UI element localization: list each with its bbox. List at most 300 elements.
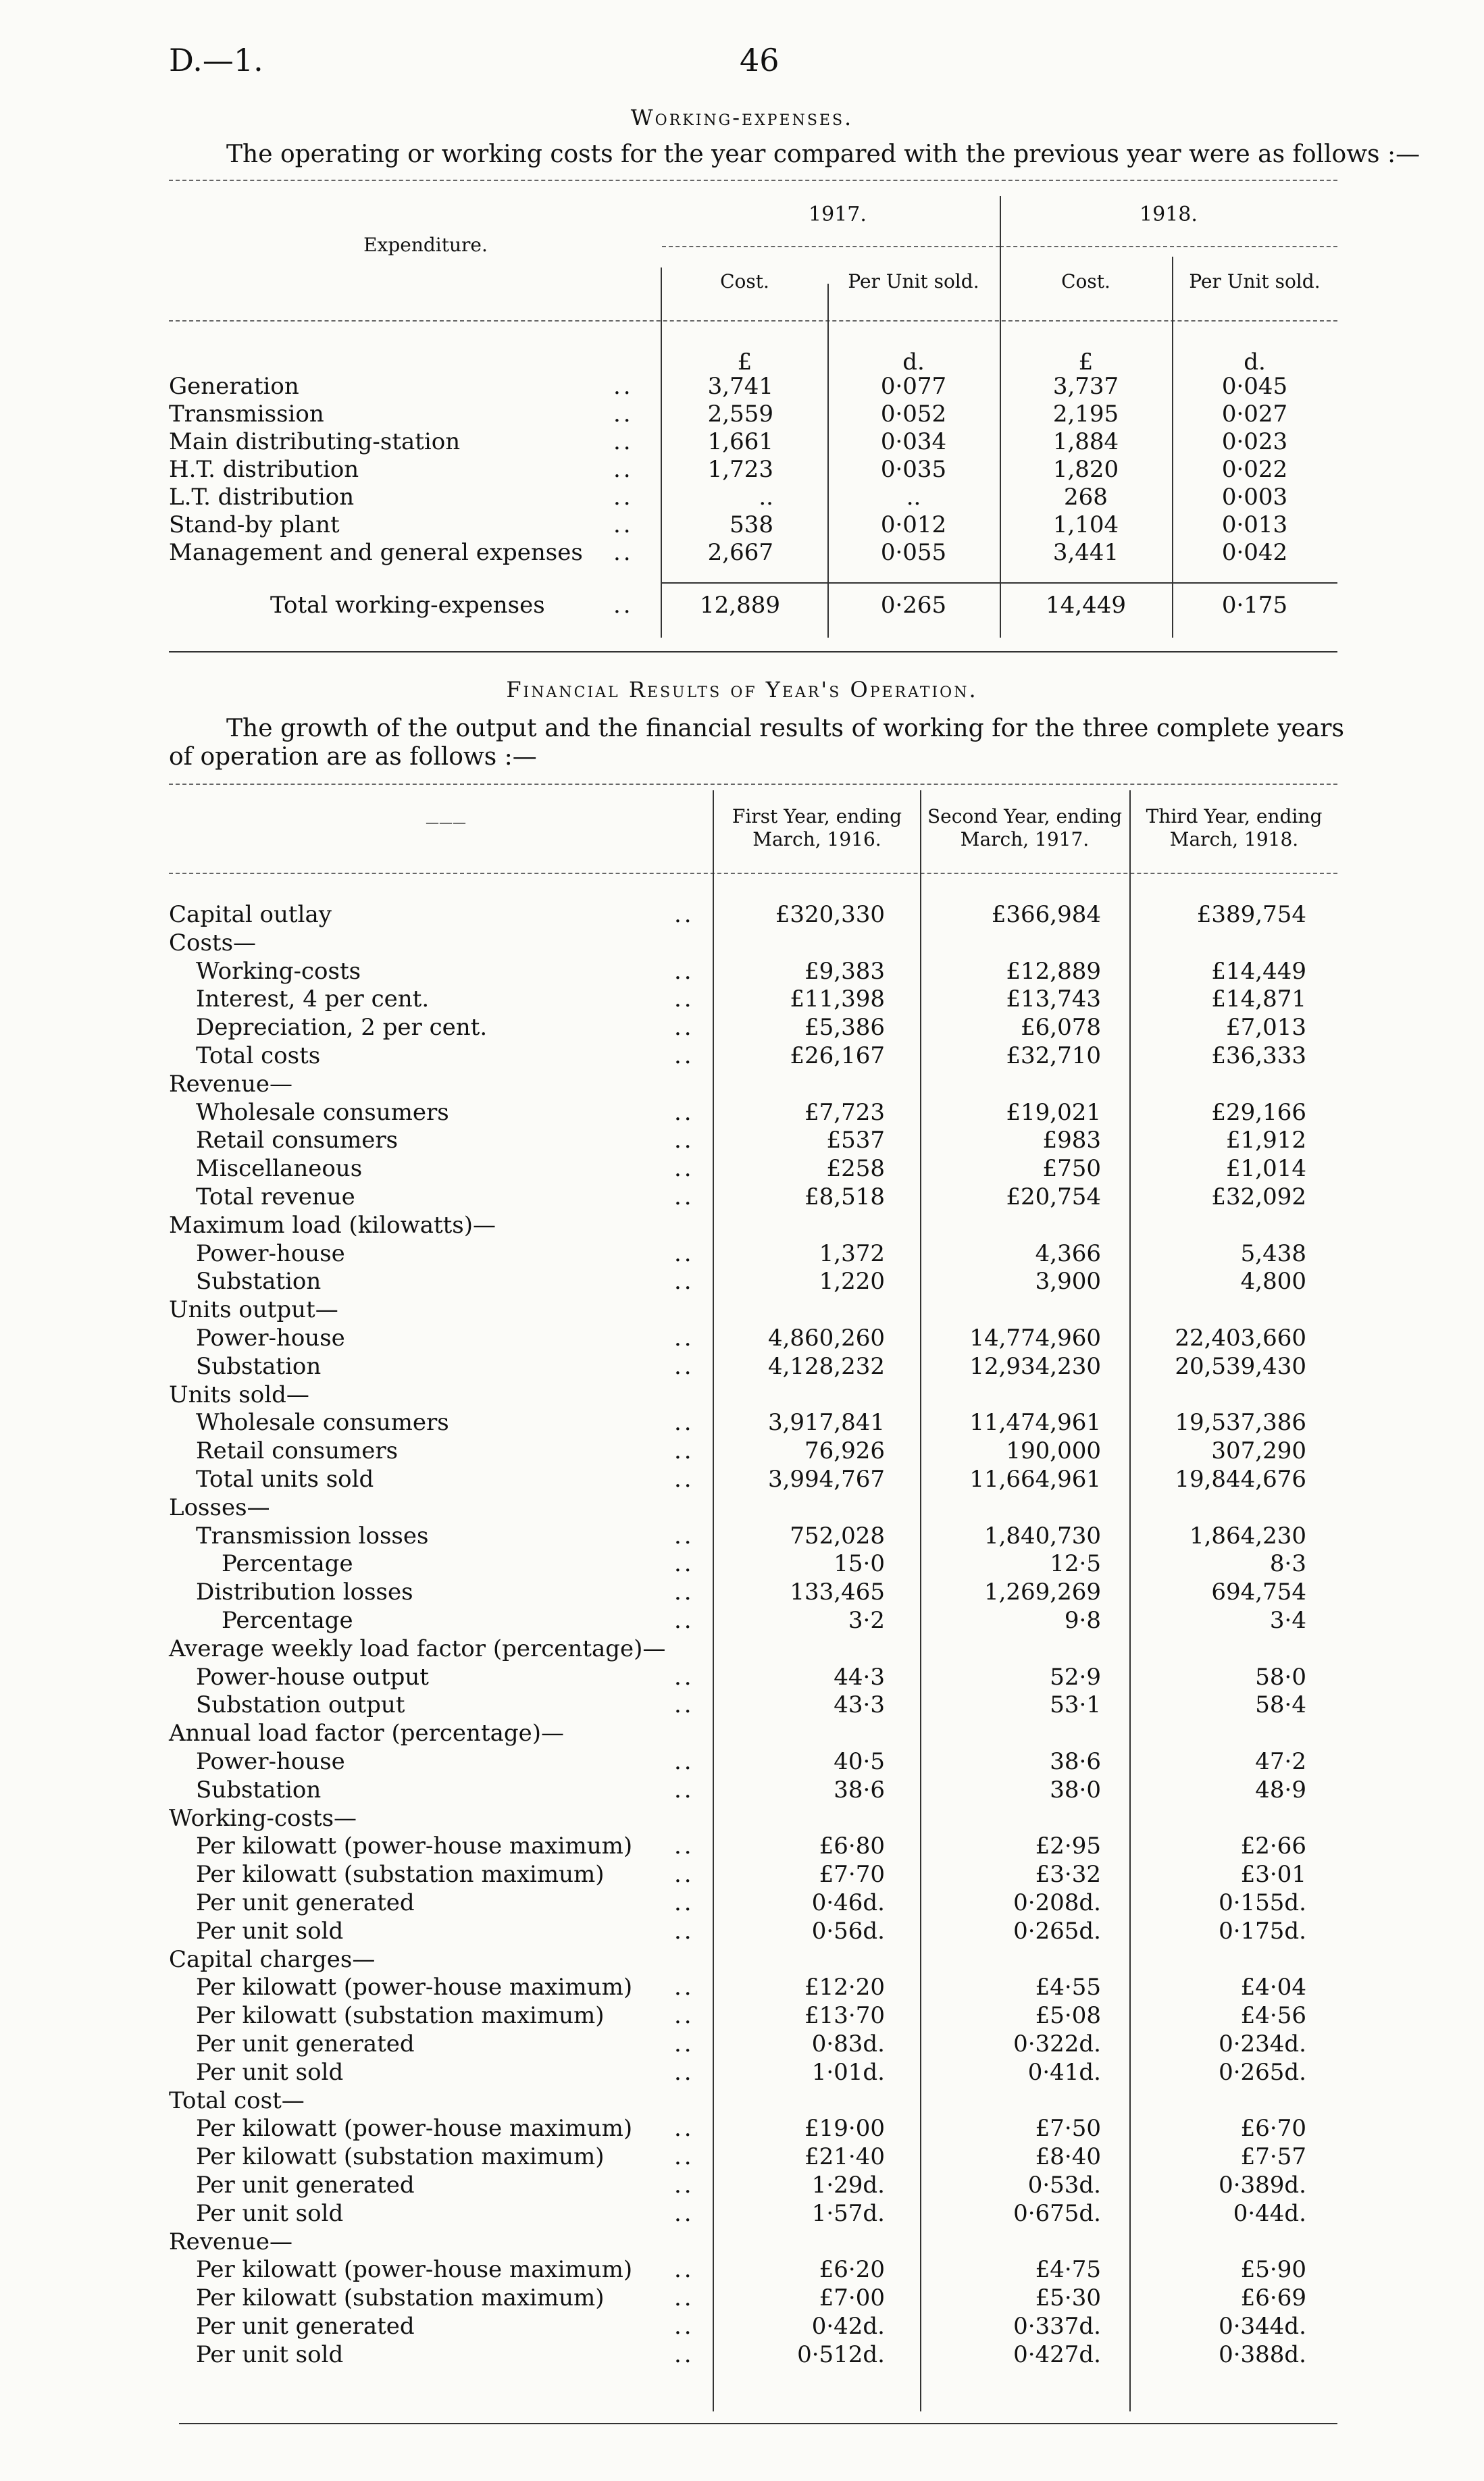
table2-row-col2: £32,710 (1006, 1042, 1101, 1069)
table1-unit-pound-1917: £ (737, 349, 752, 376)
table2-row-label: Substation (196, 1353, 322, 1380)
table2-row-label: Per unit generated (196, 2030, 415, 2057)
table2-row-label: Per unit generated (196, 2313, 415, 2340)
table1-year-rule-1918 (1000, 246, 1337, 247)
table2-row-col3: £14,871 (1211, 986, 1306, 1013)
table2-row-label: Working-costs (196, 958, 361, 985)
table2-row-col2: 0·208d. (1013, 1889, 1101, 1916)
table2-row-col3: £7,013 (1226, 1014, 1306, 1041)
table2-row-col3: £36,333 (1211, 1042, 1306, 1069)
table2-row-col3: £1,912 (1226, 1127, 1306, 1154)
table2-row-col3: £4·56 (1240, 2002, 1306, 2029)
table2-row-col1: £320,330 (775, 901, 885, 928)
table2-head-col2-line1: Second Year, ending (927, 805, 1122, 827)
table2-bottom-rule (179, 2423, 1337, 2424)
table1-row-cost-1917: 2,559 (707, 401, 773, 428)
table1-row-perunit-1917: 0·034 (880, 428, 947, 455)
table2-row-col1: 4,860,260 (767, 1325, 885, 1352)
table2-row-col1: 1·57d. (811, 2200, 885, 2227)
table2-row-col2: £20,754 (1006, 1183, 1101, 1210)
table2-row-col1: £13·70 (804, 2002, 885, 2029)
table1-row-perunit-1918: 0·045 (1221, 373, 1288, 400)
table1-row-label: Main distributing-station (169, 428, 461, 455)
table1-top-rule (169, 180, 1337, 181)
table2-row-col1: £7·00 (819, 2284, 885, 2311)
table2-row-label: Per kilowatt (power-house maximum) (196, 2115, 633, 2142)
table2-row-dots: .. (674, 2115, 694, 2142)
table2-row-label: Maximum load (kilowatts)— (169, 1212, 496, 1239)
table2-row-col2: 11,474,961 (969, 1409, 1101, 1436)
table2-row-label: Substation (196, 1268, 322, 1295)
table1-head-cost-1918: Cost. (1061, 270, 1110, 292)
table1-row-perunit-1918: 0·042 (1221, 539, 1288, 566)
table2-row-dots: .. (674, 1607, 694, 1634)
table2-row-label: Distribution losses (196, 1579, 413, 1606)
table2-row-col2: 9·8 (1064, 1607, 1101, 1634)
table2-row-col3: 0·155d. (1219, 1889, 1306, 1916)
table1-total-perunit-1917: 0·265 (880, 592, 947, 619)
table2-row-col3: 22,403,660 (1175, 1325, 1306, 1352)
table2-row-col2: 11,664,961 (969, 1466, 1101, 1493)
table2-row-col3: £389,754 (1196, 901, 1306, 928)
table1-row-label: Transmission (169, 401, 324, 428)
table2-row-label: Per kilowatt (power-house maximum) (196, 1833, 633, 1860)
table2-row-dots: .. (674, 1918, 694, 1945)
table2-row-col1: 0·512d. (797, 2341, 885, 2368)
table2-row-label: Power-house output (196, 1664, 429, 1691)
table2-row-col1: 38·6 (834, 1776, 885, 1804)
table1-year-rule-1917 (662, 246, 1000, 247)
table2-row-label: Units output— (169, 1296, 338, 1323)
table1-row-perunit-1917: 0·012 (880, 511, 947, 538)
table2-row-label: Miscellaneous (196, 1155, 363, 1182)
table2-row-col1: £7,723 (804, 1099, 885, 1126)
table1-head-expenditure: Expenditure. (363, 234, 488, 256)
table1-row-cost-1917: 538 (730, 511, 773, 538)
table2-row-dots: .. (674, 2030, 694, 2057)
table2-row-label: Working-costs— (169, 1805, 357, 1832)
table2-row-col3: 0·388d. (1219, 2341, 1306, 2368)
table2-row-dots: .. (674, 1437, 694, 1464)
table2-row-label: Power-house (196, 1325, 345, 1352)
table2-row-col1: 0·83d. (811, 2030, 885, 2057)
table2-row-dots: .. (674, 1183, 694, 1210)
table2-row-col1: 1·01d. (811, 2059, 885, 2086)
table1-head-1917: 1917. (809, 203, 867, 226)
table2-row-col1: £258 (826, 1155, 885, 1182)
table2-row-col3: 3·4 (1269, 1607, 1306, 1634)
table2-row-col1: 15·0 (834, 1550, 885, 1577)
table2-row-col2: 12,934,230 (969, 1353, 1101, 1380)
table2-row-col2: 3,900 (1035, 1268, 1101, 1295)
table1-row-cost-1918: 1,884 (1052, 428, 1119, 455)
table2-row-dots: .. (674, 1691, 694, 1718)
table2-row-col2: £12,889 (1006, 958, 1101, 985)
table2-row-label: Per kilowatt (substation maximum) (196, 1861, 605, 1888)
table2-row-col3: 8·3 (1269, 1550, 1306, 1577)
table2-row-col2: 0·265d. (1013, 1918, 1101, 1945)
table2-row-col1: £5,386 (804, 1014, 885, 1041)
table2-row-dots: .. (674, 986, 694, 1013)
table2-row-dots: .. (674, 1014, 694, 1041)
table2-row-dots: .. (674, 1240, 694, 1267)
table1-unit-pence-1917: d. (902, 349, 925, 376)
table2-row-label: Losses— (169, 1494, 270, 1521)
table2-row-dots: .. (674, 2059, 694, 2086)
table2-row-dots: .. (674, 1550, 694, 1577)
table2-row-col3: 0·344d. (1219, 2313, 1306, 2340)
table1-row-perunit-1918: 0·027 (1221, 401, 1288, 428)
table2-row-dots: .. (674, 2200, 694, 2227)
table2-row-label: Retail consumers (196, 1127, 399, 1154)
table2-row-dots: .. (674, 1268, 694, 1295)
table1-unit-pence-1918: d. (1244, 349, 1266, 376)
financial-intro-line2: of operation are as follows :— (169, 743, 537, 771)
table2-row-label: Percentage (222, 1550, 353, 1577)
table2-row-col1: 3·2 (848, 1607, 885, 1634)
table2-head-col3-line2: March, 1918. (1169, 828, 1299, 850)
table2-row-dots: .. (674, 1042, 694, 1069)
table2-row-col3: £29,166 (1211, 1099, 1306, 1126)
table2-row-col1: £12·20 (804, 1974, 885, 2001)
table2-row-label: Interest, 4 per cent. (196, 986, 430, 1013)
table2-row-label: Wholesale consumers (196, 1409, 449, 1436)
table2-row-col2: £8·40 (1035, 2143, 1101, 2170)
table1-head-perunit-1917: Per Unit sold. (848, 270, 979, 292)
table2-row-col3: 0·265d. (1219, 2059, 1306, 2086)
table2-row-label: Power-house (196, 1240, 345, 1267)
table2-head-col3 (1129, 805, 1339, 851)
table2-row-label: Per unit sold (196, 2200, 344, 2227)
table2-row-col3: 19,537,386 (1175, 1409, 1306, 1436)
table1-row-label: L.T. distribution (169, 484, 355, 511)
table2-row-col3: 58·0 (1255, 1664, 1306, 1691)
table2-row-label: Retail consumers (196, 1437, 399, 1464)
table2-row-label: Per kilowatt (power-house maximum) (196, 1974, 633, 2001)
table2-row-label: Units sold— (169, 1381, 309, 1408)
table2-row-label: Costs— (169, 929, 257, 956)
table2-row-col1: 76,926 (804, 1437, 885, 1464)
table2-row-dots: .. (674, 1099, 694, 1126)
table2-row-label: Substation output (196, 1691, 405, 1718)
table2-row-col1: 1,372 (819, 1240, 885, 1267)
table2-row-dots: .. (674, 1579, 694, 1606)
table2-row-col1: £8,518 (804, 1183, 885, 1210)
table2-head-col2 (920, 805, 1129, 851)
table2-row-col3: 5,438 (1240, 1240, 1306, 1267)
table2-row-col3: £1,014 (1226, 1155, 1306, 1182)
table2-row-label: Power-house (196, 1748, 345, 1775)
table1-row-cost-1917: 1,723 (707, 456, 773, 483)
table2-row-col3: 0·175d. (1219, 1918, 1306, 1945)
table1-row-dots: .. (613, 539, 634, 566)
table2-row-dots: .. (674, 1748, 694, 1775)
table2-row-dots: .. (674, 1776, 694, 1804)
table2-row-col2: £3·32 (1035, 1861, 1101, 1888)
table2-row-dots: .. (674, 1974, 694, 2001)
table2-row-col3: £5·90 (1240, 2256, 1306, 2283)
table2-vrule-3 (1129, 790, 1131, 2411)
table1-row-perunit-1917: 0·052 (880, 401, 947, 428)
table2-row-col2: 0·675d. (1013, 2200, 1101, 2227)
table2-row-col2: 38·6 (1050, 1748, 1101, 1775)
table2-row-dots: .. (674, 901, 694, 928)
table2-row-col2: £4·75 (1035, 2256, 1101, 2283)
table2-row-col2: £983 (1042, 1127, 1101, 1154)
table2-row-col1: 4,128,232 (767, 1353, 885, 1380)
table1-total-dots: .. (613, 592, 634, 619)
table1-row-perunit-1918: 0·022 (1221, 456, 1288, 483)
table2-row-label: Capital outlay (169, 901, 332, 928)
table1-row-perunit-1917: 0·077 (880, 373, 947, 400)
table2-head-col1-line2: March, 1916. (752, 828, 881, 850)
table1-row-cost-1918: 268 (1064, 484, 1108, 511)
table2-row-col2: 0·41d. (1027, 2059, 1101, 2086)
working-expenses-title: Working-expenses. (630, 105, 854, 130)
table1-row-perunit-1917: 0·055 (880, 539, 947, 566)
table2-row-col3: 47·2 (1255, 1748, 1306, 1775)
table2-row-dots: .. (674, 1409, 694, 1436)
table1-row-cost-1917: 3,741 (707, 373, 773, 400)
table2-row-col2: 14,774,960 (969, 1325, 1101, 1352)
table2-row-col3: £2·66 (1240, 1833, 1306, 1860)
table1-total-label: Total working-expenses (270, 592, 545, 619)
table2-head-rule (169, 873, 1337, 874)
table1-row-perunit-1917: 0·035 (880, 456, 947, 483)
working-expenses-intro: The operating or working costs for the year compared with the previous year were as follows :— (226, 140, 1421, 168)
table2-row-label: Transmission losses (196, 1523, 429, 1550)
table2-row-label: Per unit sold (196, 1918, 344, 1945)
table2-row-col1: £7·70 (819, 1861, 885, 1888)
table2-row-dots: .. (674, 1353, 694, 1380)
table2-row-label: Wholesale consumers (196, 1099, 449, 1126)
table2-row-col3: £14,449 (1211, 958, 1306, 985)
table2-row-col2: £13,743 (1006, 986, 1101, 1013)
table2-row-col2: 38·0 (1050, 1776, 1101, 1804)
table2-row-col1: 3,994,767 (767, 1466, 885, 1493)
table2-row-dots: .. (674, 2002, 694, 2029)
table2-row-dots: .. (674, 1127, 694, 1154)
table2-row-col1: 752,028 (790, 1523, 885, 1550)
table2-row-dots: .. (674, 958, 694, 985)
table2-row-col1: 3,917,841 (767, 1409, 885, 1436)
table1-total-rule (662, 582, 1337, 584)
table2-row-col1: £6·80 (819, 1833, 885, 1860)
table2-row-dots: .. (674, 1833, 694, 1860)
table1-row-cost-1917: 2,667 (707, 539, 773, 566)
table2-row-col3: 20,539,430 (1175, 1353, 1306, 1380)
page-number: 46 (740, 42, 779, 78)
table1-head-cost-1917: Cost. (720, 270, 769, 292)
table1-head-perunit-1918: Per Unit sold. (1189, 270, 1321, 292)
table1-row-label: Stand-by plant (169, 511, 340, 538)
table1-row-label: Management and general expenses (169, 539, 583, 566)
table2-row-label: Revenue— (169, 1071, 292, 1098)
table1-row-label: Generation (169, 373, 299, 400)
table2-row-dots: .. (674, 2284, 694, 2311)
table1-row-cost-1918: 3,441 (1052, 539, 1119, 566)
table2-row-col2: £5·30 (1035, 2284, 1101, 2311)
table2-row-col1: 0·56d. (811, 1918, 885, 1945)
table2-row-label: Per kilowatt (substation maximum) (196, 2284, 605, 2311)
financial-intro-line1: The growth of the output and the financial results of working for the three complete years (226, 715, 1344, 742)
table2-vrule-2 (920, 790, 921, 2411)
table2-row-col1: 133,465 (790, 1579, 885, 1606)
table2-row-col2: £4·55 (1035, 1974, 1101, 2001)
table2-row-dots: .. (674, 1325, 694, 1352)
table2-row-col1: £6·20 (819, 2256, 885, 2283)
table1-row-dots: .. (613, 456, 634, 483)
table2-row-col3: 48·9 (1255, 1776, 1306, 1804)
table1-row-dots: .. (613, 373, 634, 400)
table2-row-dots: .. (674, 1466, 694, 1493)
table2-row-dots: .. (674, 1155, 694, 1182)
table2-row-label: Substation (196, 1776, 322, 1804)
table2-row-col1: 1,220 (819, 1268, 885, 1295)
table2-row-dots: .. (674, 2172, 694, 2199)
table1-row-label: H.T. distribution (169, 456, 359, 483)
table2-row-dots: .. (674, 1664, 694, 1691)
table1-total-cost-1917: 12,889 (700, 592, 780, 619)
table2-row-col1: £9,383 (804, 958, 885, 985)
table2-row-col1: 0·46d. (811, 1889, 885, 1916)
table2-row-dots: .. (674, 1861, 694, 1888)
table2-row-col3: £3·01 (1240, 1861, 1306, 1888)
table2-row-label: Depreciation, 2 per cent. (196, 1014, 488, 1041)
table2-row-col3: £4·04 (1240, 1974, 1306, 2001)
table2-row-col2: £19,021 (1006, 1099, 1101, 1126)
table2-row-col1: £11,398 (790, 986, 885, 1013)
table2-row-col2: £5·08 (1035, 2002, 1101, 2029)
table2-row-col2: 0·427d. (1013, 2341, 1101, 2368)
table1-row-perunit-1917: .. (906, 484, 921, 511)
table2-row-col1: 40·5 (834, 1748, 885, 1775)
table2-row-label: Total costs (196, 1042, 321, 1069)
table1-row-dots: .. (613, 484, 634, 511)
table1-row-cost-1918: 3,737 (1052, 373, 1119, 400)
table1-head-rule (169, 320, 1337, 322)
table2-row-col3: 4,800 (1240, 1268, 1306, 1295)
table2-row-label: Total cost— (169, 2087, 305, 2114)
table2-row-label: Annual load factor (percentage)— (169, 1720, 565, 1747)
table2-row-col3: £7·57 (1240, 2143, 1306, 2170)
table2-row-col2: £7·50 (1035, 2115, 1101, 2142)
table2-row-col3: 58·4 (1255, 1691, 1306, 1718)
table2-row-label: Per kilowatt (substation maximum) (196, 2143, 605, 2170)
table2-row-col2: 1,840,730 (983, 1523, 1101, 1550)
financial-results-title: Financial Results of Year's Operation. (506, 677, 978, 702)
table2-row-col2: 0·322d. (1013, 2030, 1101, 2057)
table2-row-col2: 12·5 (1050, 1550, 1101, 1577)
table1-row-perunit-1918: 0·023 (1221, 428, 1288, 455)
table2-row-col1: 43·3 (834, 1691, 885, 1718)
table2-row-col3: 0·389d. (1219, 2172, 1306, 2199)
table2-row-col2: £366,984 (991, 901, 1101, 928)
table2-row-label: Percentage (222, 1607, 353, 1634)
table2-row-col3: 694,754 (1211, 1579, 1306, 1606)
table2-row-col1: £537 (826, 1127, 885, 1154)
table2-row-col2: 0·53d. (1027, 2172, 1101, 2199)
table2-row-col3: £6·70 (1240, 2115, 1306, 2142)
table2-head-col1 (714, 805, 920, 851)
table2-row-label: Per kilowatt (power-house maximum) (196, 2256, 633, 2283)
series-label: D.—1. (169, 42, 263, 78)
table2-row-label: Average weekly load factor (percentage)— (169, 1635, 666, 1662)
table2-head-col3-line1: Third Year, ending (1146, 805, 1323, 827)
table2-row-dots: .. (674, 1889, 694, 1916)
table1-total-perunit-1918: 0·175 (1221, 592, 1288, 619)
table1-row-cost-1917: 1,661 (707, 428, 773, 455)
table2-row-col2: 0·337d. (1013, 2313, 1101, 2340)
table2-row-label: Per unit generated (196, 2172, 415, 2199)
table2-head-dash: ——— (426, 814, 466, 830)
table2-head-col2-line2: March, 1917. (960, 828, 1090, 850)
table2-top-rule (169, 784, 1337, 785)
table2-row-label: Per kilowatt (substation maximum) (196, 2002, 605, 2029)
table2-row-col3: 307,290 (1211, 1437, 1306, 1464)
table2-row-col3: 1,864,230 (1189, 1523, 1306, 1550)
table1-row-dots: .. (613, 401, 634, 428)
table1-row-perunit-1918: 0·003 (1221, 484, 1288, 511)
table2-row-dots: .. (674, 2143, 694, 2170)
table1-row-cost-1918: 1,104 (1052, 511, 1119, 538)
table2-row-label: Total units sold (196, 1466, 374, 1493)
table1-row-cost-1918: 1,820 (1052, 456, 1119, 483)
table2-row-col2: 53·1 (1050, 1691, 1101, 1718)
table2-row-dots: .. (674, 2341, 694, 2368)
table1-row-perunit-1918: 0·013 (1221, 511, 1288, 538)
table2-row-col1: £21·40 (804, 2143, 885, 2170)
table2-row-label: Capital charges— (169, 1946, 376, 1973)
table2-row-col2: £2·95 (1035, 1833, 1101, 1860)
table2-row-dots: .. (674, 2313, 694, 2340)
table2-row-dots: .. (674, 2256, 694, 2283)
table1-row-cost-1917: .. (759, 484, 773, 511)
table2-row-label: Revenue— (169, 2228, 292, 2255)
table2-head-col1-line1: First Year, ending (732, 805, 902, 827)
table2-row-col2: 52·9 (1050, 1664, 1101, 1691)
table2-row-label: Per unit sold (196, 2059, 344, 2086)
table2-row-col1: 1·29d. (811, 2172, 885, 2199)
table2-row-col1: 0·42d. (811, 2313, 885, 2340)
table2-row-col1: £26,167 (790, 1042, 885, 1069)
table2-row-col2: 190,000 (1006, 1437, 1101, 1464)
table2-row-col2: £750 (1042, 1155, 1101, 1182)
table2-row-col2: £6,078 (1021, 1014, 1101, 1041)
table1-bottom-rule (169, 651, 1337, 653)
table2-row-col3: 0·44d. (1233, 2200, 1306, 2227)
table2-row-col3: £6·69 (1240, 2284, 1306, 2311)
table1-unit-pound-1918: £ (1078, 349, 1094, 376)
table2-row-label: Per unit generated (196, 1889, 415, 1916)
table2-row-dots: .. (674, 1523, 694, 1550)
table2-row-col3: 0·234d. (1219, 2030, 1306, 2057)
table2-row-col2: 4,366 (1035, 1240, 1101, 1267)
table2-row-label: Per unit sold (196, 2341, 344, 2368)
table1-row-dots: .. (613, 428, 634, 455)
table1-total-cost-1918: 14,449 (1046, 592, 1126, 619)
table2-vrule-1 (713, 790, 714, 2411)
table2-row-col1: 44·3 (834, 1664, 885, 1691)
table2-row-col2: 1,269,269 (983, 1579, 1101, 1606)
table2-row-col3: 19,844,676 (1175, 1466, 1306, 1493)
table2-row-col3: £32,092 (1211, 1183, 1306, 1210)
table2-row-col1: £19·00 (804, 2115, 885, 2142)
table2-row-label: Total revenue (196, 1183, 355, 1210)
table1-head-1918: 1918. (1140, 203, 1198, 226)
table1-row-cost-1918: 2,195 (1052, 401, 1119, 428)
table1-row-dots: .. (613, 511, 634, 538)
